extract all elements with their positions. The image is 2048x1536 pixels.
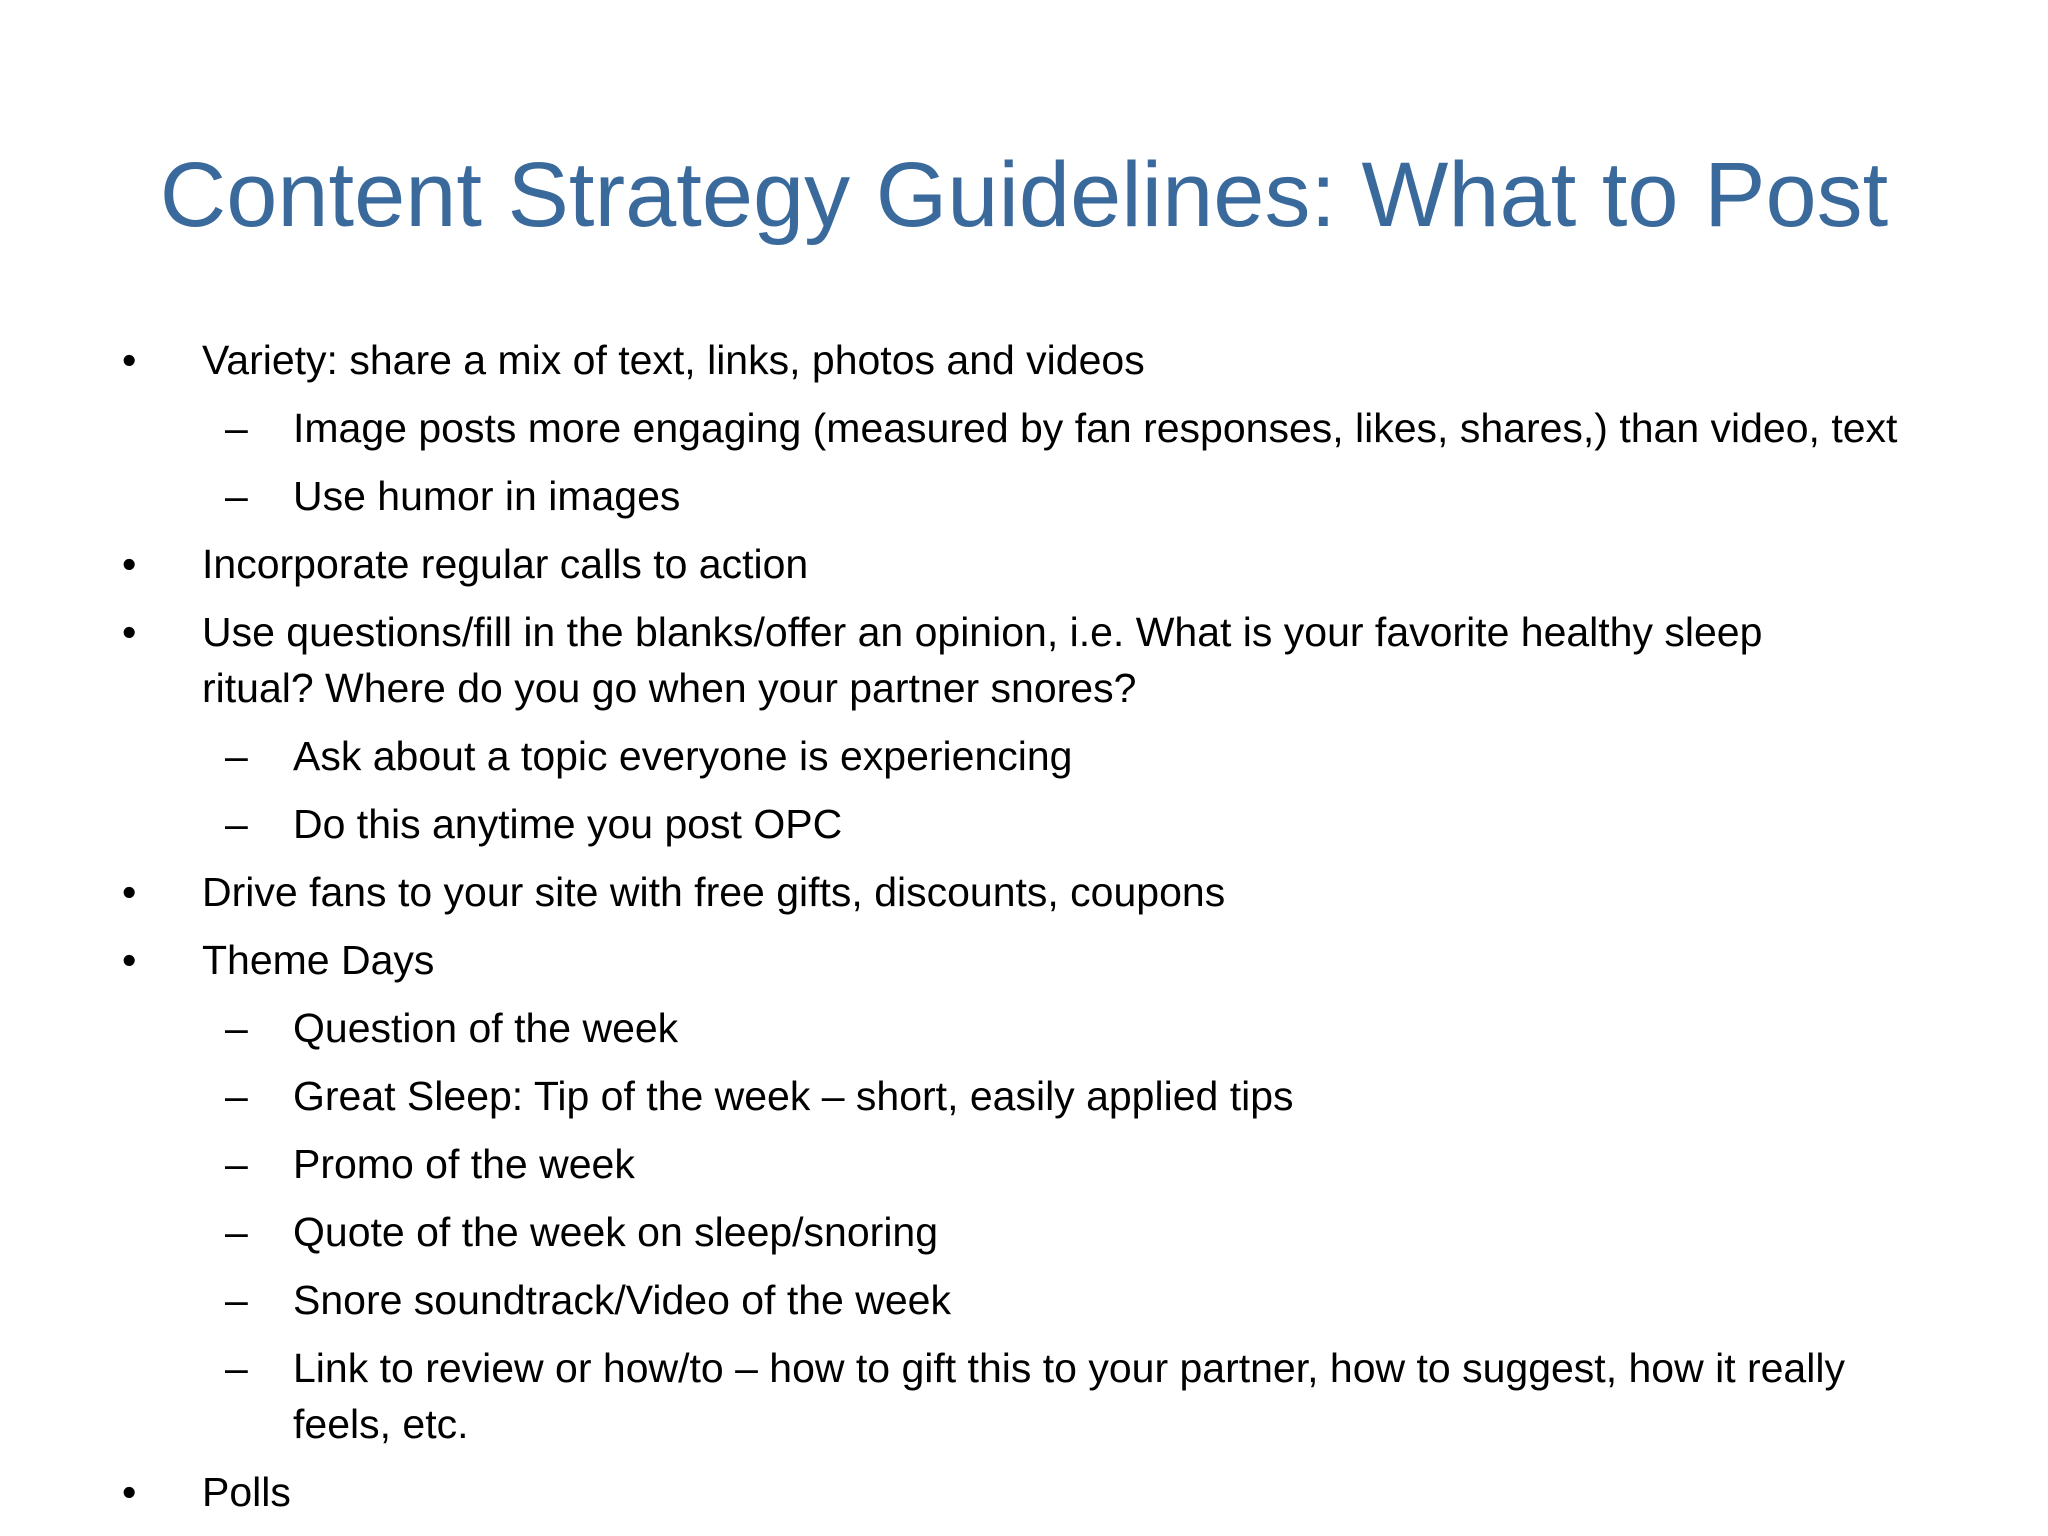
- sub-bullet-item-text: Image posts more engaging (measured by fan responses, likes, shares,) than video, text: [293, 405, 1898, 451]
- dash-marker: –: [225, 1141, 248, 1187]
- bullet-marker: •: [122, 541, 137, 587]
- bullet-marker: •: [122, 609, 137, 655]
- sub-bullet-item-text: Great Sleep: Tip of the week – short, easily applied tips: [293, 1073, 1294, 1119]
- sub-bullet-item-text: Use humor in images: [293, 473, 681, 519]
- dash-marker: –: [225, 405, 248, 451]
- sub-bullet-item-text: feels, etc.: [293, 1401, 469, 1447]
- sub-bullet-item-text: Do this anytime you post OPC: [293, 801, 843, 847]
- bullet-item-text: Drive fans to your site with free gifts, discounts, coupons: [202, 869, 1226, 915]
- dash-marker: –: [225, 1277, 248, 1323]
- bullet-item-text: Use questions/fill in the blanks/offer an opinion, i.e. What is your favorite healthy sleep: [202, 609, 1763, 655]
- bullet-marker: •: [122, 337, 137, 383]
- dash-marker: –: [225, 733, 248, 779]
- slide-title: Content Strategy Guidelines: What to Post: [159, 144, 1889, 246]
- bullet-item-text: ritual? Where do you go when your partner snores?: [202, 665, 1137, 711]
- dash-marker: –: [225, 1345, 248, 1391]
- bullet-item-text: Polls: [202, 1469, 291, 1515]
- sub-bullet-item-text: Promo of the week: [293, 1141, 635, 1187]
- bullet-item-text: Theme Days: [202, 937, 435, 983]
- dash-marker: –: [225, 1073, 248, 1119]
- sub-bullet-item-text: Quote of the week on sleep/snoring: [293, 1209, 939, 1255]
- sub-bullet-item-text: Snore soundtrack/Video of the week: [293, 1277, 951, 1323]
- bullet-item-text: Incorporate regular calls to action: [202, 541, 809, 587]
- sub-bullet-item-text: Link to review or how/to – how to gift this to your partner, how to suggest, how it really: [293, 1345, 1845, 1391]
- bullet-marker: •: [122, 1469, 137, 1515]
- dash-marker: –: [225, 473, 248, 519]
- sub-bullet-item-text: Ask about a topic everyone is experiencing: [293, 733, 1073, 779]
- dash-marker: –: [225, 1209, 248, 1255]
- dash-marker: –: [225, 1005, 248, 1051]
- dash-marker: –: [225, 801, 248, 847]
- bullet-item-text: Variety: share a mix of text, links, photos and videos: [202, 337, 1145, 383]
- bullet-marker: •: [122, 869, 137, 915]
- bullet-marker: •: [122, 937, 137, 983]
- sub-bullet-item-text: Question of the week: [293, 1005, 679, 1051]
